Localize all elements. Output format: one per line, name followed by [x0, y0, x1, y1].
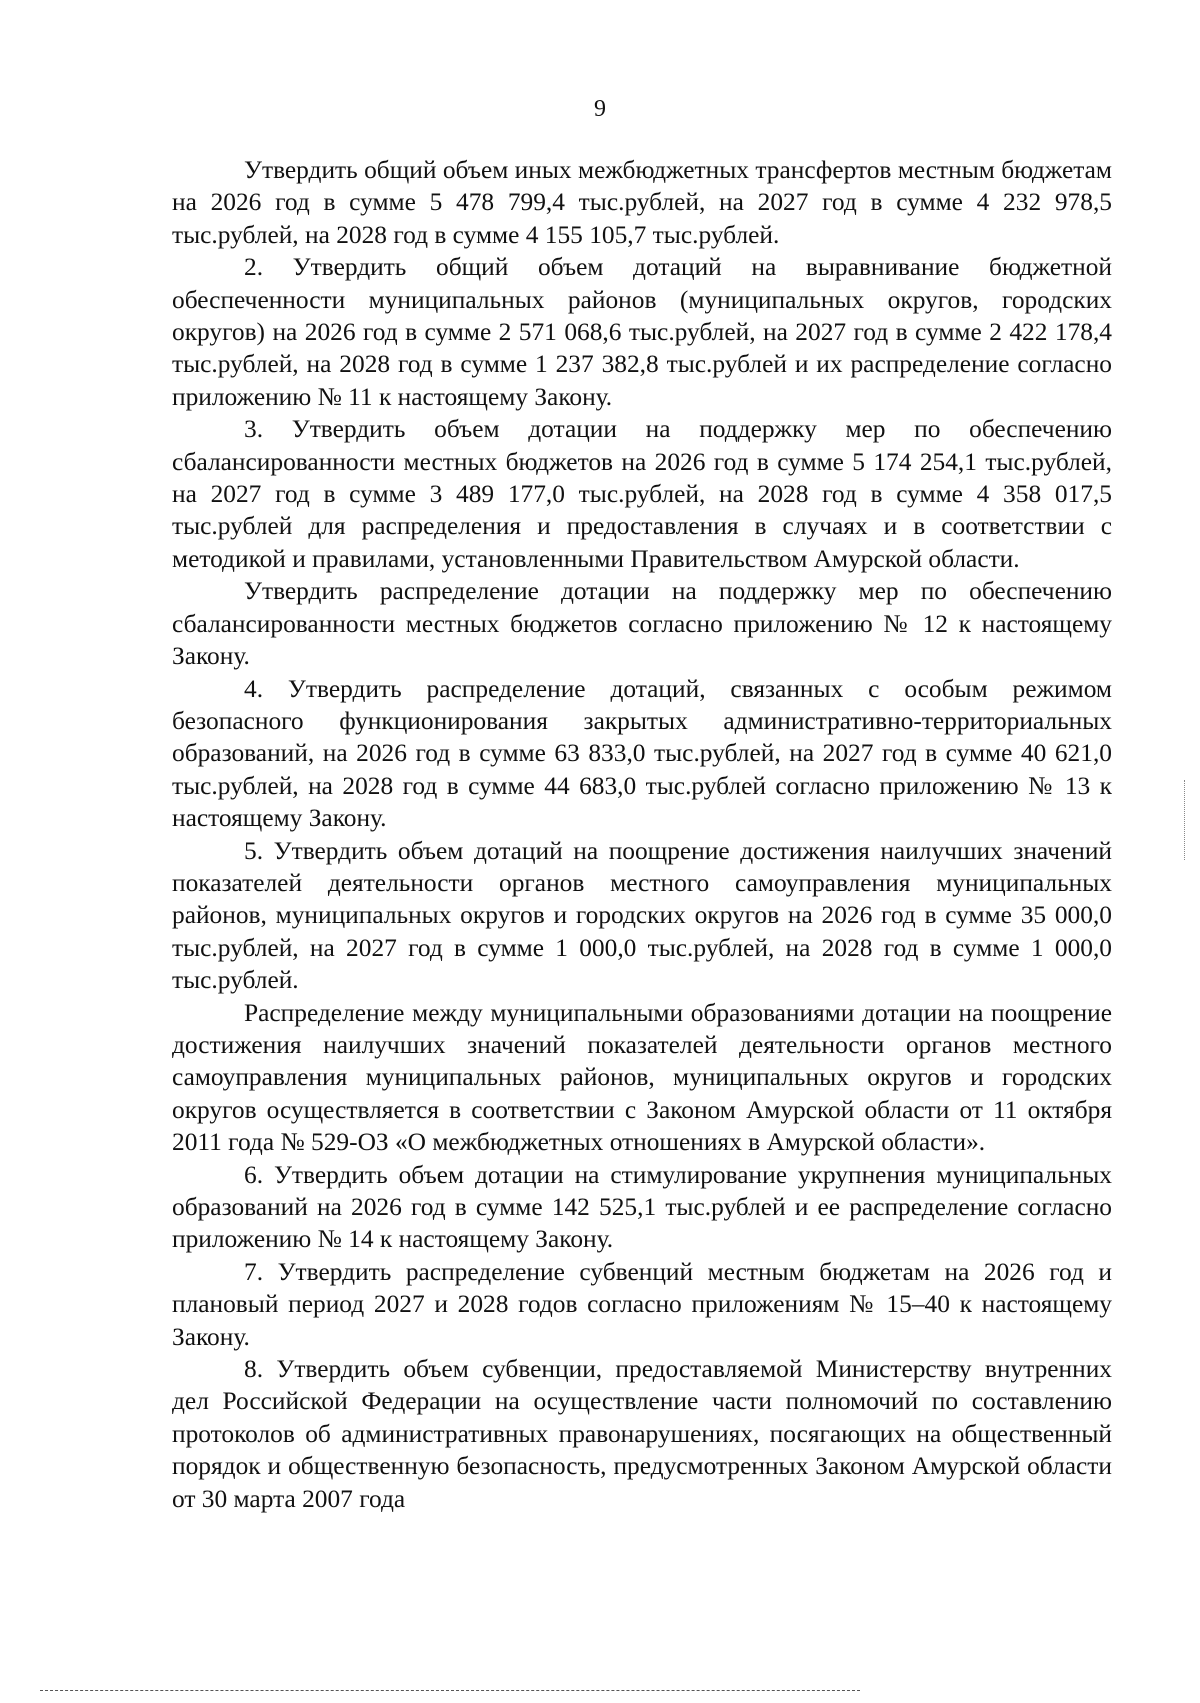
paragraph-item-6: 6. Утвердить объем дотации на стимулирование укрупнения муниципальных образований на 2026 год в сумме 142 525,1 тыс.рублей и ее распределение согласно приложению № 14 к настоящему Закону.	[172, 1160, 1112, 1254]
paragraph-item-8: 8. Утвердить объем субвенции, предоставляемой Министерству внутренних дел Российской Федерации на осуществление части полномочий по составлению протоколов об административных правонарушениях, посягающих на общественный порядок и общественную безопасность, предусмотренных Законом Амурской области от 30 марта 2007 года	[172, 1355, 1112, 1513]
paragraph-item-5-distribution: Распределение между муниципальными образованиями дотации на поощрение достижения наилучших значений показателей деятельности органов местного самоуправления муниципальных районов, муниципальных округов и городских округов осуществляется в соответствии с Законом Амурской области от 11 октября 2011 года № 529-ОЗ «О межбюджетных отношениях в Амурской области».	[172, 998, 1112, 1157]
paragraph-item-3-distribution: Утвердить распределение дотации на поддержку мер по обеспечению сбалансированности местных бюджетов согласно приложению № 12 к настоящему Закону.	[172, 577, 1112, 671]
paragraph-item-4: 4. Утвердить распределение дотаций, связанных с особым режимом безопасного функционирования закрытых административно-территориальных образований, на 2026 год в сумме 63 833,0 тыс.рублей, на 2027 год в сумме 40 621,0 тыс.рублей, на 2028 год в сумме 44 683,0 тыс.рублей согласно приложению № 13 к настоящему Закону.	[172, 674, 1112, 833]
scan-bottom-edge	[40, 1690, 860, 1691]
paragraph-other-transfers: Утвердить общий объем иных межбюджетных трансфертов местным бюджетам на 2026 год в сумме 5 478 799,4 тыс.рублей, на 2027 год в сумме 4 232 978,5 тыс.рублей, на 2028 год в сумме 4 155 105,7 тыс.рублей.	[172, 156, 1112, 249]
paragraph-item-3: 3. Утвердить объем дотации на поддержку мер по обеспечению сбалансированности местных бюджетов на 2026 год в сумме 5 174 254,1 тыс.рублей, на 2027 год в сумме 3 489 177,0 тыс.рублей, на 2028 год в сумме 4 358 017,5 тыс.рублей для распределения и предоставления в случаях и в соответствии с методикой и правилами, установленными Правительством Амурской области.	[172, 415, 1112, 573]
document-body	[172, 154, 1112, 1515]
paragraph-item-2: 2. Утвердить общий объем дотаций на выравнивание бюджетной обеспеченности муниципальных районов (муниципальных округов, городских округов) на 2026 год в сумме 2 571 068,6 тыс.рублей, на 2027 год в сумме 2 422 178,4 тыс.рублей, на 2028 год в сумме 1 237 382,8 тыс.рублей и их распределение согласно приложению № 11 к настоящему Закону.	[172, 253, 1112, 411]
scan-edge-mark	[1184, 780, 1185, 860]
page-number: 9	[594, 96, 606, 122]
paragraph-item-5: 5. Утвердить объем дотаций на поощрение достижения наилучших значений показателей деятельности органов местного самоуправления муниципальных районов, муниципальных округов и городских округов на 2026 год в сумме 35 000,0 тыс.рублей, на 2027 год в сумме 1 000,0 тыс.рублей, на 2028 год в сумме 1 000,0 тыс.рублей.	[172, 836, 1112, 995]
paragraph-item-7: 7. Утвердить распределение субвенций местным бюджетам на 2026 год и плановый период 2027 и 2028 годов согласно приложениям № 15–40 к настоящему Закону.	[172, 1257, 1112, 1351]
